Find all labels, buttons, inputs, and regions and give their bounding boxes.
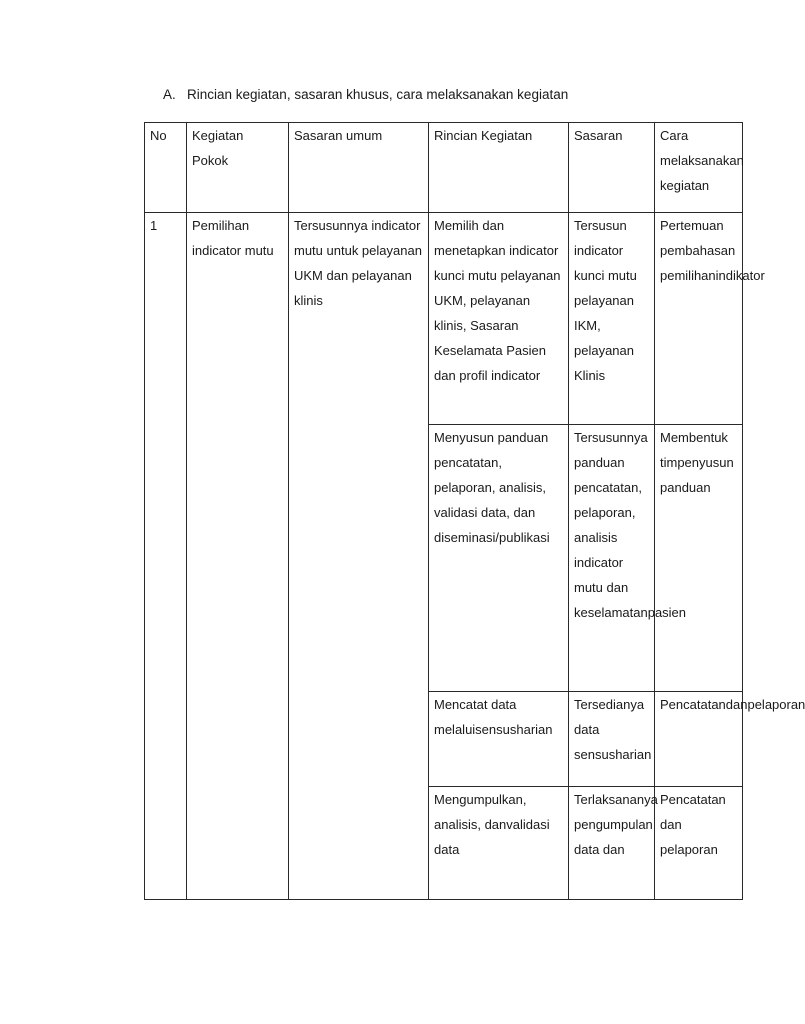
header-kegiatan-pokok: Kegiatan Pokok xyxy=(187,123,289,213)
cell-sasaran: Tersusunnya panduan pencatatan, pelaporan, analisis indicator mutu dan keselamatanpasien xyxy=(569,425,655,692)
cell-sasaran: Terlaksananya pengumpulan data dan xyxy=(569,787,655,900)
cell-rincian: Mengumpulkan, analisis, danvalidasi data xyxy=(429,787,569,900)
cell-no: 1 xyxy=(145,213,187,900)
header-cara: Cara melaksanakan kegiatan xyxy=(655,123,743,213)
cell-sasaran: Tersedianya data sensusharian xyxy=(569,692,655,787)
cell-sasaran: Tersusun indicator kunci mutu pelayanan IKM, pelayanan Klinis xyxy=(569,213,655,425)
cell-rincian: Menyusun panduan pencatatan, pelaporan, analisis, validasi data, dan diseminasi/publikasi xyxy=(429,425,569,692)
cell-cara: Pencatatandanpelaporan xyxy=(655,692,743,787)
cell-rincian: Mencatat data melaluisensusharian xyxy=(429,692,569,787)
section-heading xyxy=(163,87,568,102)
header-rincian-kegiatan: Rincian Kegiatan xyxy=(429,123,569,213)
cell-sasaran-umum: Tersusunnya indicator mutu untuk pelayanan UKM dan pelayanan klinis xyxy=(289,213,429,900)
section-title: Rincian kegiatan, sasaran khusus, cara melaksanakan kegiatan xyxy=(187,87,569,102)
cell-cara: Pencatatan dan pelaporan xyxy=(655,787,743,900)
table-row xyxy=(145,213,743,425)
header-no: No xyxy=(145,123,187,213)
activity-table xyxy=(144,122,805,900)
header-sasaran: Sasaran xyxy=(569,123,655,213)
section-marker: A. xyxy=(163,87,176,102)
cell-rincian: Memilih dan menetapkan indicator kunci mutu pelayanan UKM, pelayanan klinis, Sasaran Keselamata Pasien dan profil indicator xyxy=(429,213,569,425)
table-header-row xyxy=(145,123,743,213)
cell-cara: Membentuk timpenyusun panduan xyxy=(655,425,743,692)
cell-kegiatan-pokok: Pemilihan indicator mutu xyxy=(187,213,289,900)
header-sasaran-umum: Sasaran umum xyxy=(289,123,429,213)
cell-cara: Pertemuan pembahasan pemilihanindikator xyxy=(655,213,743,425)
